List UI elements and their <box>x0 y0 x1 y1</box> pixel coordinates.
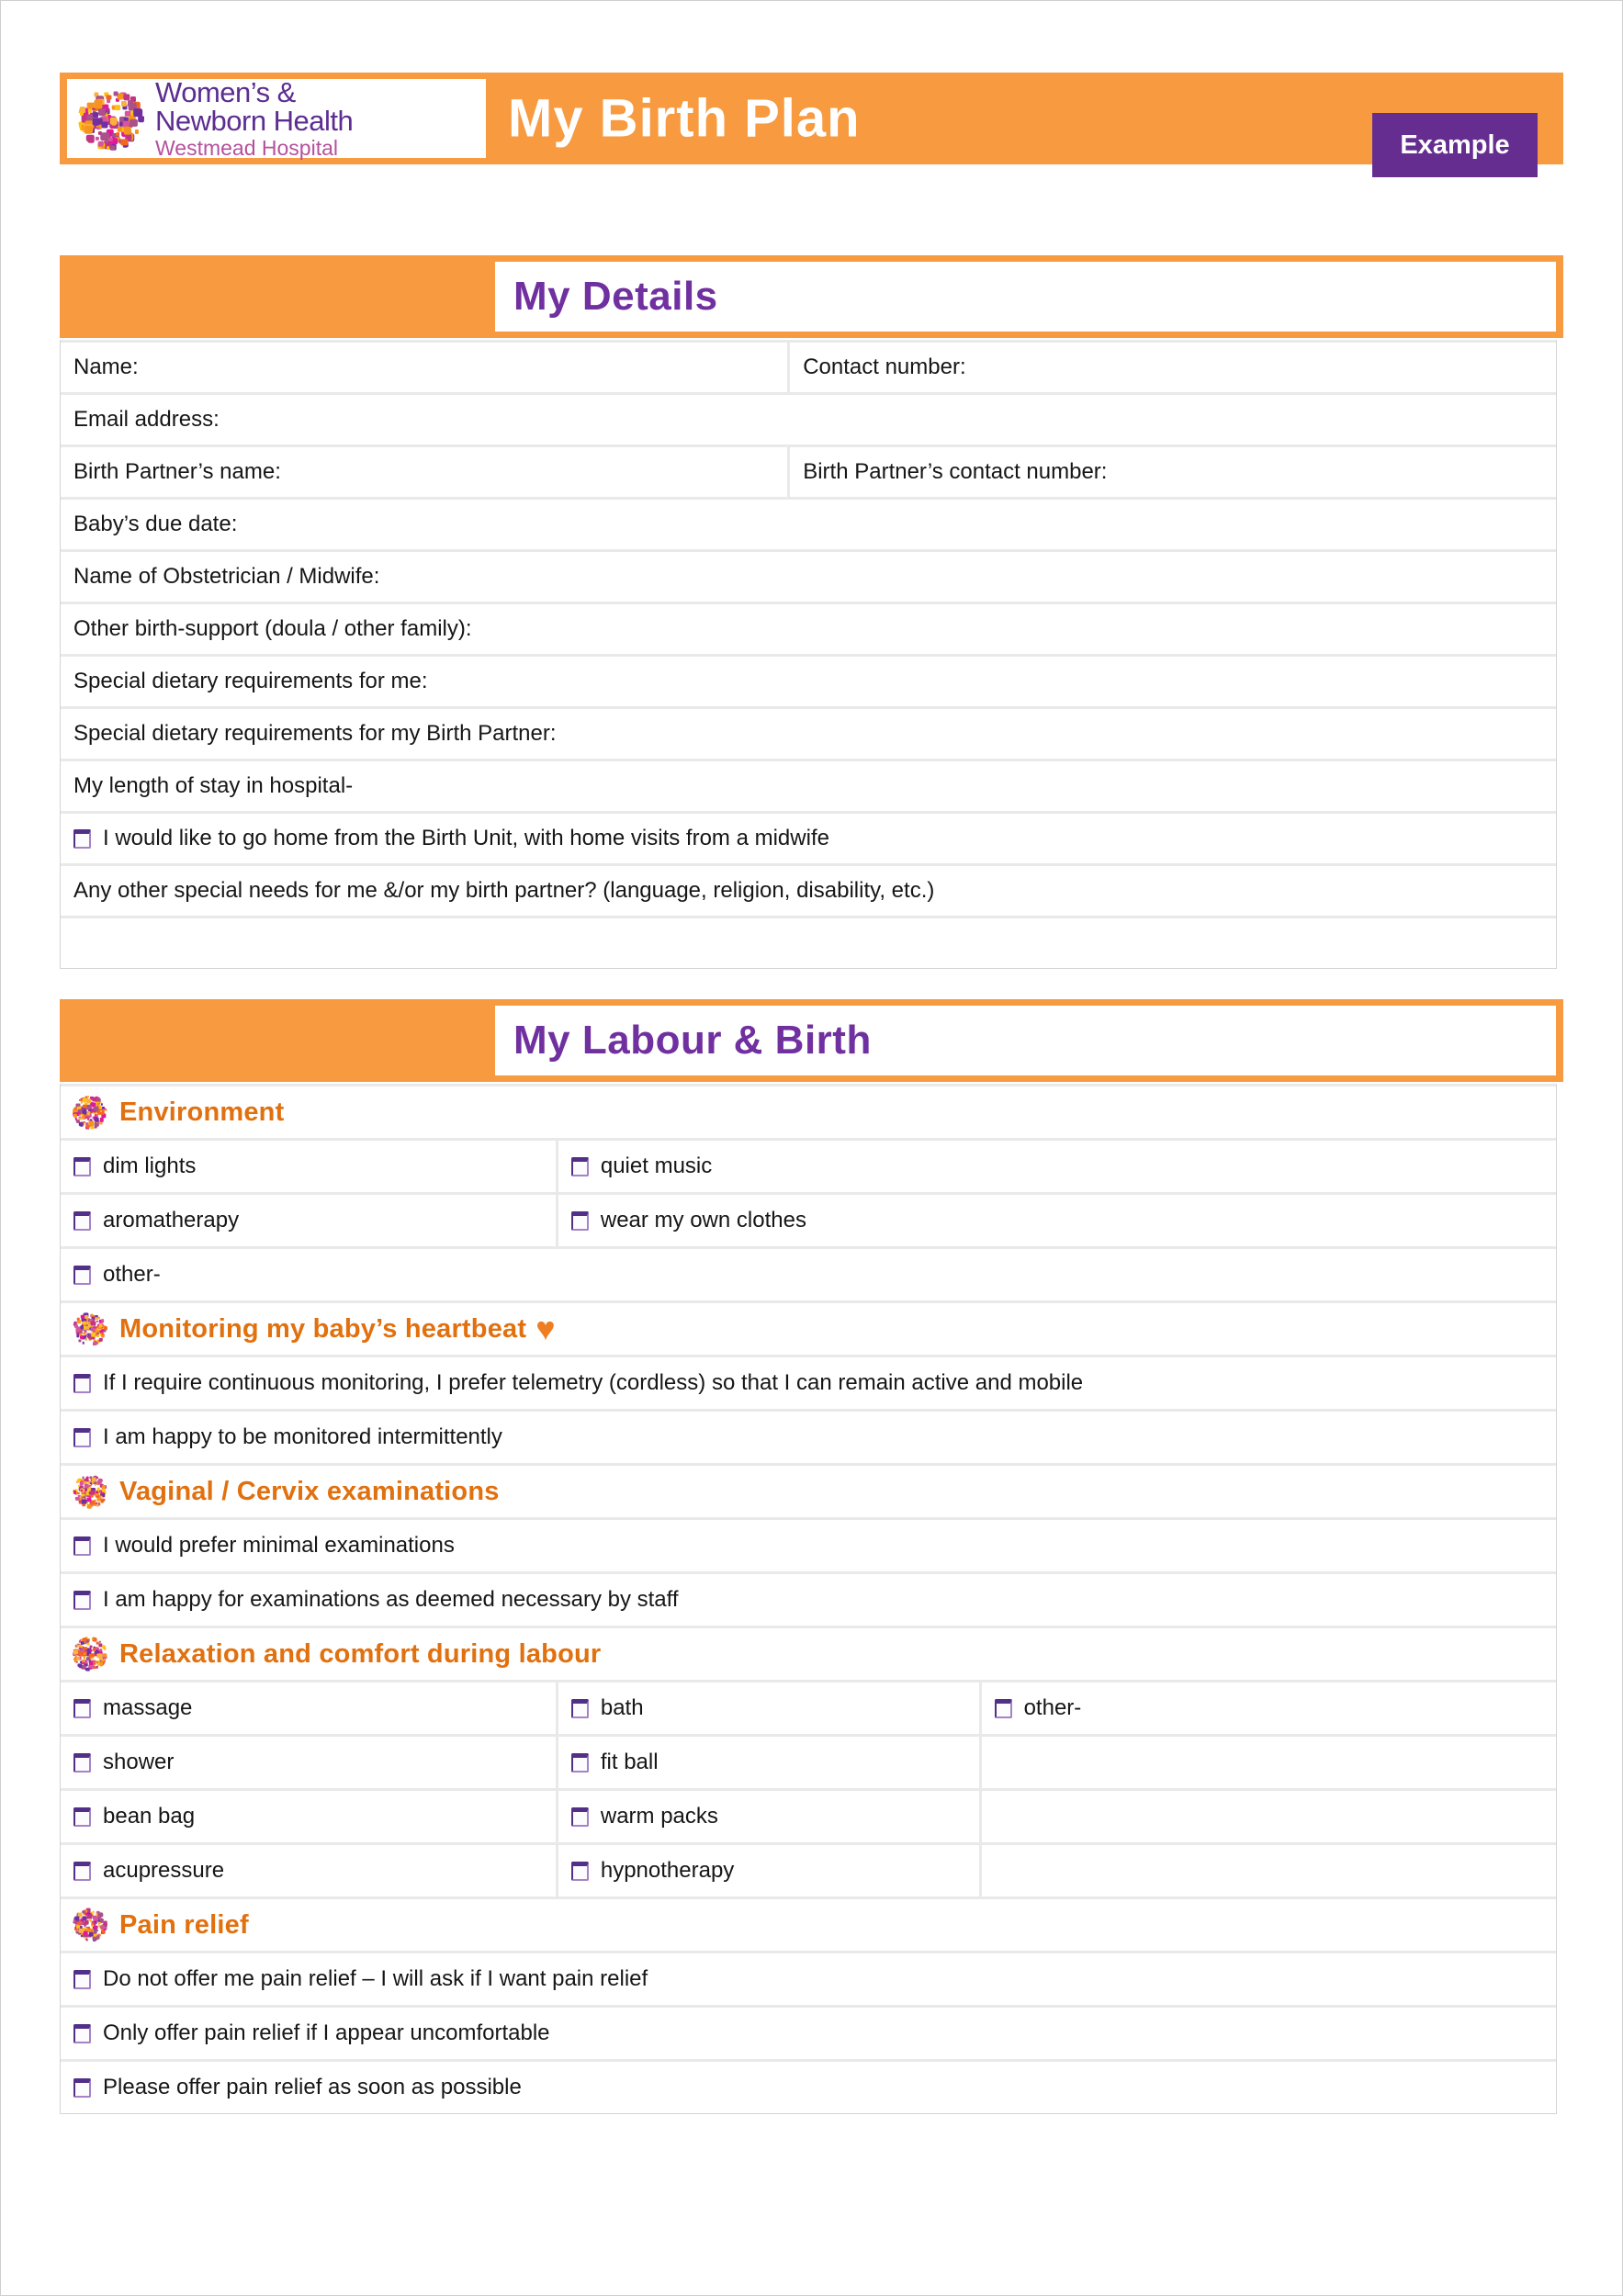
checkbox-relaxation-other[interactable] <box>995 1699 1012 1718</box>
dietary-requirements-me-field[interactable] <box>61 657 1556 706</box>
mosaic-dot <box>93 1326 95 1328</box>
option-label: hypnotherapy <box>600 1858 735 1883</box>
mosaic-dot-icon <box>73 1095 107 1130</box>
mosaic-dot <box>74 1108 77 1110</box>
checkbox-massage[interactable] <box>73 1699 91 1718</box>
table-row <box>61 1138 1556 1192</box>
checkbox-minimal-examinations[interactable] <box>73 1536 91 1556</box>
mosaic-dot <box>94 1106 98 1110</box>
option-pain-relief-if-uncomfortable <box>61 2008 1556 2059</box>
logo-text-line3: Westmead Hospital <box>155 136 338 160</box>
field-label: Name of Obstetrician / Midwife: <box>73 564 380 589</box>
mosaic-dot <box>96 127 100 130</box>
mosaic-dot <box>101 1498 106 1503</box>
mosaic-dot <box>98 1913 103 1918</box>
mosaic-dot <box>96 1321 98 1322</box>
table-row <box>61 1842 1556 1896</box>
mosaic-dot <box>86 135 94 142</box>
mosaic-dot <box>122 120 129 127</box>
mosaic-dot <box>89 1491 94 1496</box>
mosaic-dot <box>80 1335 84 1339</box>
mosaic-dot <box>107 115 111 118</box>
table-row <box>61 1517 1556 1571</box>
mosaic-dot <box>79 1333 82 1335</box>
mosaic-dot <box>81 1314 85 1319</box>
hospital-logo-text <box>155 78 353 159</box>
mosaic-dot <box>90 1314 93 1317</box>
field-label: Special dietary requirements for my Birth Partner: <box>73 721 557 746</box>
mosaic-dot <box>105 1109 107 1111</box>
mosaic-dot <box>121 139 128 145</box>
my-details-table <box>60 340 1557 969</box>
table-row <box>61 1571 1556 1626</box>
table-row <box>61 654 1556 706</box>
logo-mosaic-icon <box>78 85 144 152</box>
my-labour-birth-table <box>60 1084 1557 2114</box>
field-label: Name: <box>73 355 139 379</box>
mosaic-dot <box>87 1914 92 1919</box>
mosaic-dot <box>80 1918 83 1920</box>
option-label: dim lights <box>103 1154 197 1178</box>
subsection-vaginal-cervix-examinations <box>61 1463 1556 1517</box>
mosaic-dot <box>110 146 115 151</box>
subsection-title: Environment <box>119 1097 285 1127</box>
option-relaxation-other <box>979 1683 1556 1734</box>
table-row <box>61 1788 1556 1842</box>
mosaic-dot <box>104 1326 107 1330</box>
mosaic-dot <box>91 1126 94 1129</box>
subsection-title: Monitoring my baby’s heartbeat <box>119 1313 527 1344</box>
mosaic-dot <box>99 1644 102 1647</box>
option-label: Do not offer me pain relief – I will ask if I want pain relief <box>103 1966 648 1991</box>
option-label: If I require continuous monitoring, I prefer telemetry (cordless) so that I can remain active and mobile <box>103 1370 1084 1395</box>
checkbox-no-pain-relief-unless-asked[interactable] <box>73 1970 91 1989</box>
table-row <box>61 1734 1556 1788</box>
name-field[interactable] <box>61 343 787 392</box>
checkbox-shower[interactable] <box>73 1753 91 1773</box>
mosaic-dot <box>138 116 144 123</box>
mosaic-dot <box>130 118 137 126</box>
mosaic-dot <box>88 1336 91 1339</box>
mosaic-dot <box>87 1497 92 1502</box>
mosaic-dot <box>85 1939 88 1941</box>
table-row <box>61 445 1556 497</box>
mosaic-dot <box>107 146 110 150</box>
checkbox-bean-bag[interactable] <box>73 1807 91 1827</box>
mosaic-dot <box>97 1663 100 1666</box>
table-row <box>61 1192 1556 1246</box>
mosaic-dot <box>77 1492 79 1494</box>
mosaic-dot <box>99 1657 103 1660</box>
mosaic-dot <box>91 1925 93 1927</box>
option-go-home-from-birth-unit <box>61 814 1556 863</box>
checkbox-fit-ball[interactable] <box>571 1753 589 1773</box>
option-telemetry-monitoring <box>61 1357 1556 1409</box>
mosaic-dot <box>104 1654 107 1658</box>
field-label: Email address: <box>73 407 220 432</box>
mosaic-dot <box>92 1478 96 1482</box>
subsection-title: Vaginal / Cervix examinations <box>119 1476 500 1506</box>
mosaic-dot <box>100 1495 103 1498</box>
option-shower <box>61 1737 556 1788</box>
option-environment-other <box>61 1249 1556 1300</box>
mosaic-dot <box>85 1124 90 1129</box>
option-acupressure <box>61 1845 556 1896</box>
mosaic-dot <box>85 1484 89 1489</box>
option-wear-my-own-clothes <box>556 1195 1556 1246</box>
table-row <box>61 706 1556 759</box>
mosaic-dot <box>89 1653 94 1658</box>
mosaic-dot <box>82 1494 85 1497</box>
mosaic-dot <box>79 1118 82 1120</box>
mosaic-dot <box>100 1110 102 1112</box>
mosaic-dot <box>97 1922 100 1925</box>
mosaic-dot <box>102 1485 106 1489</box>
option-label: I would like to go home from the Birth Unit, with home visits from a midwife <box>103 826 829 850</box>
checkbox-quiet-music[interactable] <box>571 1157 589 1176</box>
mosaic-dot <box>91 1333 96 1337</box>
option-warm-packs <box>556 1791 979 1842</box>
mosaic-dot <box>85 126 93 134</box>
option-hypnotherapy <box>556 1845 979 1896</box>
mosaic-dot <box>98 1324 103 1329</box>
option-intermittent-monitoring <box>61 1412 1556 1463</box>
option-quiet-music <box>556 1141 1556 1192</box>
example-badge: Example <box>1372 113 1538 177</box>
mosaic-dot <box>87 1119 89 1120</box>
section-my-labour-birth <box>60 999 1563 2114</box>
mosaic-dot <box>89 1668 91 1670</box>
table-row <box>61 2059 1556 2113</box>
logo-text-line2: Newborn Health <box>155 105 354 137</box>
field-label: Special dietary requirements for me: <box>73 669 428 693</box>
mosaic-dot <box>92 118 100 126</box>
mosaic-dot <box>78 1495 81 1498</box>
subsection-title: Relaxation and comfort during labour <box>119 1638 602 1669</box>
birth-partner-contact-field[interactable] <box>787 447 1556 497</box>
mosaic-dot <box>87 103 94 109</box>
option-label: other- <box>1023 1695 1082 1720</box>
subsection-pain-relief <box>61 1896 1556 1951</box>
option-bean-bag <box>61 1791 556 1842</box>
mosaic-dot <box>134 129 138 133</box>
mosaic-dot <box>98 108 106 116</box>
checkbox-warm-packs[interactable] <box>571 1807 589 1827</box>
mosaic-dot <box>83 1342 85 1345</box>
option-label: Only offer pain relief if I appear uncomfortable <box>103 2020 550 2045</box>
mosaic-dot <box>81 1935 83 1937</box>
mosaic-dot <box>115 105 120 110</box>
checkbox-intermittent-monitoring[interactable] <box>73 1428 91 1447</box>
empty-cell <box>979 1791 1556 1842</box>
mosaic-dot <box>121 101 127 107</box>
section-title: My Labour & Birth <box>513 1018 872 1063</box>
checkbox-dim-lights[interactable] <box>73 1157 91 1176</box>
mosaic-dot <box>79 1501 81 1503</box>
mosaic-dot <box>80 111 84 115</box>
checkbox-acupressure[interactable] <box>73 1862 91 1881</box>
mosaic-dot <box>95 1118 99 1122</box>
table-row <box>61 863 1556 916</box>
subsection-title: Pain relief <box>119 1909 249 1940</box>
field-label: Birth Partner’s name: <box>73 459 281 484</box>
table-row <box>61 340 1556 392</box>
table-row <box>61 392 1556 445</box>
mosaic-dot <box>78 1664 83 1669</box>
page-title: My Birth Plan <box>508 88 861 149</box>
document-content <box>60 73 1563 2114</box>
option-fit-ball <box>556 1737 979 1788</box>
mosaic-dot <box>99 1118 103 1121</box>
mosaic-dot <box>76 1925 80 1929</box>
mosaic-dot <box>91 1109 93 1110</box>
table-row <box>61 1409 1556 1463</box>
mosaic-dot <box>85 1663 88 1666</box>
option-bath <box>556 1683 979 1734</box>
birth-partner-name-field[interactable] <box>61 447 787 497</box>
option-label: Please offer pain relief as soon as possible <box>103 2075 522 2099</box>
option-pain-relief-asap <box>61 2062 1556 2113</box>
mosaic-dot <box>73 1114 77 1118</box>
subsection-environment <box>61 1084 1556 1138</box>
table-row <box>61 497 1556 549</box>
mosaic-dot <box>128 100 133 106</box>
page-header <box>60 73 1563 164</box>
option-no-pain-relief-unless-asked <box>61 1953 1556 2005</box>
table-row <box>61 549 1556 602</box>
mosaic-dot <box>91 1321 96 1325</box>
email-field[interactable] <box>61 395 1556 445</box>
mosaic-dot <box>79 1122 83 1126</box>
field-label: My length of stay in hospital- <box>73 773 354 798</box>
mosaic-dot <box>74 1324 78 1328</box>
mosaic-dot <box>87 1105 92 1109</box>
mosaic-dot <box>73 1491 77 1494</box>
option-label: bath <box>600 1695 644 1720</box>
mosaic-dot <box>85 1325 89 1329</box>
field-label: Contact number: <box>803 355 966 379</box>
mosaic-dot <box>73 1649 78 1654</box>
option-label: bean bag <box>103 1804 196 1829</box>
mosaic-dot-icon <box>73 1474 107 1509</box>
dietary-requirements-partner-field[interactable] <box>61 709 1556 759</box>
checkbox-environment-other[interactable] <box>73 1266 91 1285</box>
mosaic-dot <box>86 1642 89 1645</box>
field-label: Any other special needs for me &/or my birth partner? (language, religion, disability, etc.) <box>73 878 935 903</box>
due-date-field[interactable] <box>61 500 1556 549</box>
notes-field[interactable] <box>61 918 1556 968</box>
mosaic-dot <box>119 122 124 127</box>
mosaic-dot <box>84 1647 87 1650</box>
mosaic-dot <box>77 1318 80 1321</box>
mosaic-dot <box>93 1930 97 1934</box>
mosaic-dot <box>83 1105 87 1109</box>
field-label: Other birth-support (doula / other family): <box>73 616 472 641</box>
mosaic-dot-icon <box>73 1311 107 1346</box>
option-label: aromatherapy <box>103 1208 240 1232</box>
mosaic-dot <box>79 1340 82 1343</box>
section-title: My Details <box>513 274 718 319</box>
mosaic-dot <box>96 137 99 141</box>
contact-number-field[interactable] <box>787 343 1556 392</box>
mosaic-dot <box>82 1499 86 1503</box>
option-label: quiet music <box>600 1154 713 1178</box>
option-aromatherapy <box>61 1195 556 1246</box>
mosaic-dot <box>85 1315 88 1319</box>
mosaic-dot <box>82 1638 86 1642</box>
mosaic-dot <box>95 100 103 108</box>
mosaic-dot <box>76 1657 80 1660</box>
mosaic-dot <box>98 1503 100 1504</box>
table-row-empty <box>61 916 1556 968</box>
mosaic-dot <box>82 1660 85 1663</box>
checkbox-pain-relief-if-uncomfortable[interactable] <box>73 2024 91 2043</box>
mosaic-dot <box>90 1482 92 1484</box>
field-label: Birth Partner’s contact number: <box>803 459 1108 484</box>
checkbox-wear-my-own-clothes[interactable] <box>571 1211 589 1231</box>
mosaic-dot <box>83 1931 87 1936</box>
empty-cell <box>979 1845 1556 1896</box>
checkbox-telemetry-monitoring[interactable] <box>73 1374 91 1393</box>
mosaic-dot <box>107 100 110 104</box>
subsection-relaxation-comfort <box>61 1626 1556 1680</box>
logo-text-line1: Women’s & <box>155 76 296 108</box>
option-label: fit ball <box>600 1750 659 1774</box>
section-my-details <box>60 255 1563 969</box>
obstetrician-midwife-field[interactable] <box>61 552 1556 602</box>
mosaic-dot-icon <box>73 1637 107 1671</box>
mosaic-dot <box>109 118 117 125</box>
hospital-logo <box>67 76 486 160</box>
option-label: I am happy to be monitored intermittently <box>103 1424 502 1449</box>
option-label: acupressure <box>103 1858 225 1883</box>
length-of-stay-field[interactable] <box>61 761 1556 811</box>
table-row <box>61 1246 1556 1300</box>
mosaic-dot <box>96 1097 101 1102</box>
mosaic-dot <box>74 1917 79 1921</box>
mosaic-dot <box>87 1096 89 1097</box>
checkbox-aromatherapy[interactable] <box>73 1211 91 1231</box>
option-label: other- <box>103 1262 161 1287</box>
option-label: I would prefer minimal examinations <box>103 1533 455 1558</box>
table-row <box>61 2005 1556 2059</box>
mosaic-dot <box>108 138 112 141</box>
table-row <box>61 1355 1556 1409</box>
mosaic-dot <box>93 1646 96 1649</box>
checkbox-bath[interactable] <box>571 1699 589 1718</box>
table-row <box>61 1680 1556 1734</box>
mosaic-dot <box>114 91 118 96</box>
option-examinations-as-necessary <box>61 1574 1556 1626</box>
option-label: I am happy for examinations as deemed necessary by staff <box>103 1587 679 1612</box>
mosaic-dot <box>98 1934 101 1937</box>
mosaic-dot <box>99 1641 101 1643</box>
mosaic-dot <box>96 1477 98 1479</box>
checkbox-hypnotherapy[interactable] <box>571 1862 589 1881</box>
option-label: warm packs <box>600 1804 718 1829</box>
checkbox-examinations-as-necessary[interactable] <box>73 1591 91 1610</box>
subsection-monitoring-heartbeat <box>61 1300 1556 1355</box>
field-label: Baby’s due date: <box>73 512 238 536</box>
table-row <box>61 811 1556 863</box>
table-row <box>61 759 1556 811</box>
mosaic-dot <box>87 108 91 112</box>
mosaic-dot <box>101 1319 105 1322</box>
mosaic-dot <box>93 1097 97 1101</box>
mosaic-dot <box>105 1929 107 1930</box>
mosaic-dot <box>89 1661 93 1665</box>
mosaic-dot <box>82 1109 86 1114</box>
mosaic-dot <box>87 1504 92 1509</box>
mosaic-dot <box>101 146 105 150</box>
my-labour-birth-section-header <box>60 999 1563 1082</box>
mosaic-dot <box>86 1111 90 1115</box>
other-special-needs-field[interactable] <box>61 866 1556 916</box>
my-details-section-header <box>60 255 1563 338</box>
heart-icon: ♥ <box>535 1310 556 1347</box>
mosaic-dot <box>101 121 107 128</box>
checkbox-pain-relief-asap[interactable] <box>73 2078 91 2098</box>
option-dim-lights <box>61 1141 556 1192</box>
checkbox-go-home-from-birth-unit[interactable] <box>73 829 91 849</box>
option-minimal-examinations <box>61 1520 1556 1571</box>
mosaic-dot <box>124 127 131 134</box>
table-row <box>61 1951 1556 2005</box>
option-label: shower <box>103 1750 175 1774</box>
empty-cell <box>979 1737 1556 1788</box>
mosaic-dot <box>83 1321 87 1325</box>
mosaic-dot <box>85 1338 87 1341</box>
other-birth-support-field[interactable] <box>61 604 1556 654</box>
mosaic-dot <box>99 1338 103 1342</box>
mosaic-dot-icon <box>73 1908 107 1942</box>
section-title-box <box>495 1006 1556 1075</box>
mosaic-dot <box>97 1480 102 1485</box>
section-title-box <box>495 262 1556 332</box>
option-massage <box>61 1683 556 1734</box>
mosaic-dot <box>116 132 119 136</box>
mosaic-dot <box>94 1925 98 1930</box>
option-label: massage <box>103 1695 193 1720</box>
mosaic-dot <box>90 1649 93 1652</box>
mosaic-dot <box>102 1489 106 1492</box>
table-row <box>61 602 1556 654</box>
mosaic-dot <box>101 1925 105 1929</box>
option-label: wear my own clothes <box>600 1208 806 1232</box>
